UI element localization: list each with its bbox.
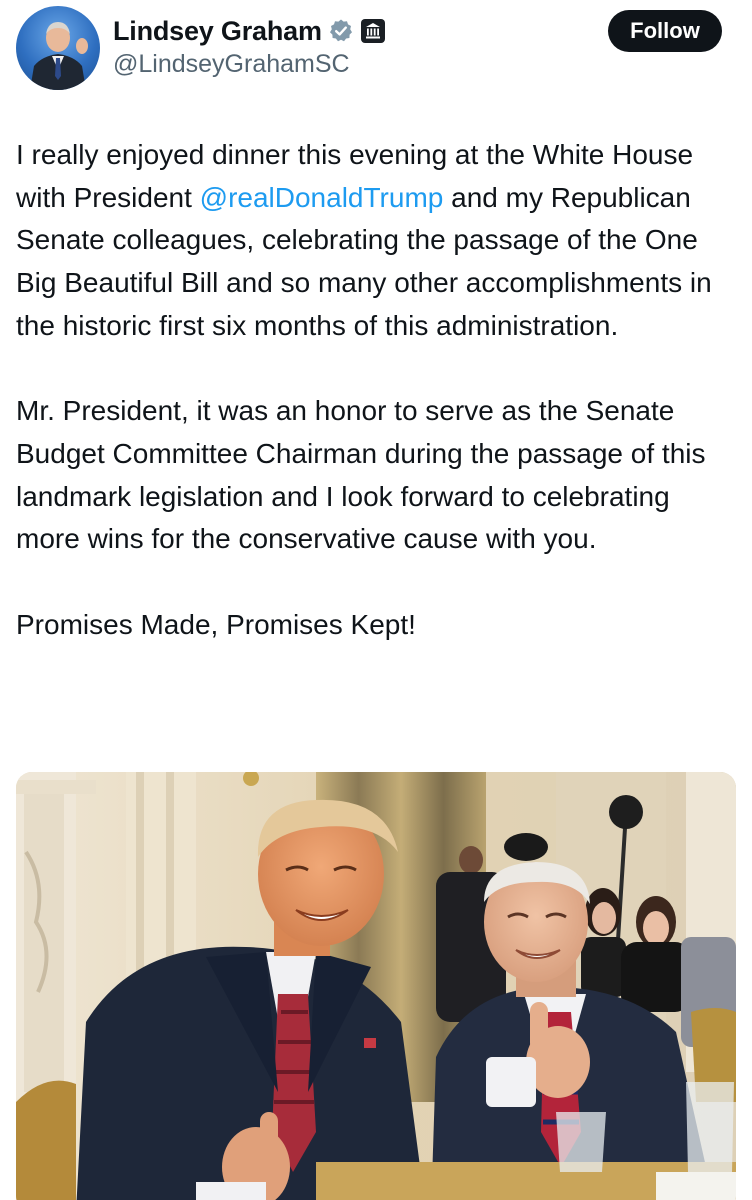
paragraph-1-text-start: I really enjoyed dinner this evening at the White House with President	[16, 139, 694, 213]
paragraph-1-text-end: and my Republican Senate colleagues, celebrating the passage of the One Big Beautiful Bill and so many other accomplishments in the historic first six months of this administration.	[16, 181, 712, 341]
mention-link[interactable]: @realDonaldTrump	[199, 181, 444, 213]
post-paragraph-3: Promises Made, Promises Kept!	[16, 608, 416, 640]
avatar[interactable]	[16, 6, 100, 90]
post-paragraph-2: Mr. President, it was an honor to serve as the Senate Budget Committee Chairman during the passage of this landmark legislation and I look forward to celebrating more wins for the conservative cause with you.	[16, 395, 706, 555]
author-name-row	[113, 14, 386, 48]
verified-badge-icon	[328, 18, 354, 44]
post-paragraph-1	[16, 134, 736, 348]
post-text	[16, 134, 736, 646]
author-handle[interactable]: @LindseyGrahamSC	[113, 50, 350, 78]
display-name[interactable]: Lindsey Graham	[113, 15, 322, 46]
government-building-icon	[360, 18, 386, 44]
post-photo[interactable]	[16, 772, 736, 1200]
follow-button[interactable]: Follow	[608, 10, 722, 52]
post-header	[0, 0, 752, 100]
